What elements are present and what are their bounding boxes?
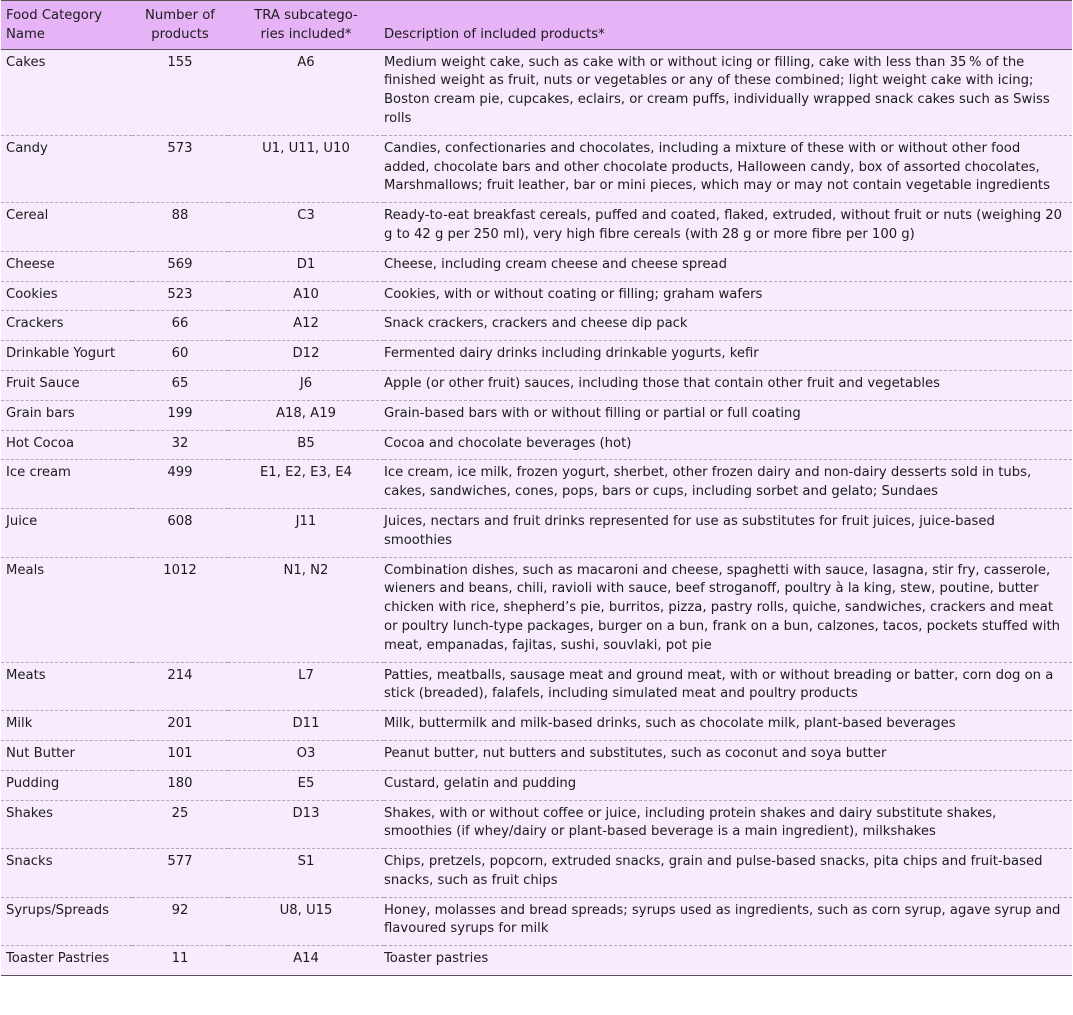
product-count-cell: 199 [132,400,228,430]
table-row [1,203,1072,252]
table-body [1,49,1072,975]
category-cell: Syrups/Spreads [1,897,132,946]
description-cell: Peanut butter, nut butters and substitutes, such as coconut and soya butter [384,740,1072,770]
product-count-cell: 60 [132,341,228,371]
category-cell: Meats [1,662,132,711]
description-cell: Cocoa and chocolate beverages (hot) [384,430,1072,460]
description-cell: Juices, nectars and fruit drinks represented for use as substitutes for fruit juices, juice-based smoothies [384,508,1072,557]
product-count-cell: 88 [132,203,228,252]
tra-subcategory-cell: N1, N2 [228,557,384,662]
table-row [1,251,1072,281]
tra-subcategory-cell: O3 [228,740,384,770]
tra-subcategory-cell: A14 [228,946,384,976]
table-row [1,662,1072,711]
header-description: Description of included products* [384,1,1072,50]
description-cell: Milk, buttermilk and milk-based drinks, such as chocolate milk, plant-based beverages [384,711,1072,741]
description-cell: Snack crackers, crackers and cheese dip pack [384,311,1072,341]
category-cell: Crackers [1,311,132,341]
category-cell: Cookies [1,281,132,311]
category-cell: Cheese [1,251,132,281]
product-count-cell: 92 [132,897,228,946]
product-count-cell: 214 [132,662,228,711]
header-number-of-products: Number of products [132,1,228,50]
product-count-cell: 201 [132,711,228,741]
description-cell: Medium weight cake, such as cake with or without icing or filling, cake with less than 35 % of the finished weight as fruit, nuts or vegetables or any of these combined; light weight cake with icing; Boston cream pie, cupcakes, eclairs, or cream puffs, individually wrapped snack cakes such as Swiss rolls [384,49,1072,135]
description-cell: Patties, meatballs, sausage meat and ground meat, with or without breading or batter, corn dog on a stick (breaded), falafels, including simulated meat and poultry products [384,662,1072,711]
header-food-category-name: Food Category Name [1,1,132,50]
table-row [1,849,1072,898]
product-count-cell: 569 [132,251,228,281]
product-count-cell: 499 [132,460,228,509]
category-cell: Nut Butter [1,740,132,770]
description-cell: Ready-to-eat breakfast cereals, puffed and coated, flaked, extruded, without fruit or nuts (weighing 20 g to 42 g per 250 ml), very high fibre cereals (with 28 g or more fibre per 100 g) [384,203,1072,252]
table-row [1,49,1072,135]
tra-subcategory-cell: S1 [228,849,384,898]
header-tra-subcategories: TRA subcatego- ries included* [228,1,384,50]
table-row [1,281,1072,311]
tra-subcategory-cell: U1, U11, U10 [228,135,384,202]
category-cell: Ice cream [1,460,132,509]
table-row [1,341,1072,371]
product-count-cell: 11 [132,946,228,976]
product-count-cell: 25 [132,800,228,849]
tra-subcategory-cell: C3 [228,203,384,252]
table-row [1,135,1072,202]
product-count-cell: 155 [132,49,228,135]
product-count-cell: 101 [132,740,228,770]
tra-subcategory-cell: A6 [228,49,384,135]
category-cell: Meals [1,557,132,662]
tra-subcategory-cell: A10 [228,281,384,311]
description-cell: Shakes, with or without coffee or juice, including protein shakes and dairy substitute shakes, smoothies (if whey/dairy or plant-based beverage is a main ingredient), milkshakes [384,800,1072,849]
product-count-cell: 65 [132,370,228,400]
table-row [1,400,1072,430]
description-cell: Apple (or other fruit) sauces, including those that contain other fruit and vegetables [384,370,1072,400]
product-count-cell: 180 [132,770,228,800]
category-cell: Pudding [1,770,132,800]
table-row [1,946,1072,976]
description-cell: Ice cream, ice milk, frozen yogurt, sherbet, other frozen dairy and non-dairy desserts sold in tubs, cakes, sandwiches, cones, pops, bars or cups, including sorbet and gelato; Sundaes [384,460,1072,509]
description-cell: Chips, pretzels, popcorn, extruded snacks, grain and pulse-based snacks, pita chips and fruit-based snacks, such as fruit chips [384,849,1072,898]
description-cell: Custard, gelatin and pudding [384,770,1072,800]
description-cell: Combination dishes, such as macaroni and cheese, spaghetti with sauce, lasagna, stir fry, casserole, wieners and beans, chili, ravioli with sauce, beef stroganoff, poultry à la king, stew, poutine, butter chicken with rice, shepherd’s pie, burritos, pizza, pastry rolls, quiche, sandwiches, crackers and meat or poultry lunch-type packages, burger on a bun, frank on a bun, calzones, tacos, pockets stuffed with meat, empanadas, fajitas, sushi, souvlaki, pot pie [384,557,1072,662]
tra-subcategory-cell: B5 [228,430,384,460]
table-row [1,557,1072,662]
description-cell: Honey, molasses and bread spreads; syrups used as ingredients, such as corn syrup, agave syrup and flavoured syrups for milk [384,897,1072,946]
tra-subcategory-cell: E5 [228,770,384,800]
tra-subcategory-cell: J6 [228,370,384,400]
tra-subcategory-cell: D11 [228,711,384,741]
category-cell: Juice [1,508,132,557]
description-cell: Cookies, with or without coating or filling; graham wafers [384,281,1072,311]
description-cell: Candies, confectionaries and chocolates, including a mixture of these with or without other food added, chocolate bars and other chocolate products, Halloween candy, box of assorted chocolates, Marshmallows; fruit leather, bar or mini pieces, which may or may not contain vegetable ingredients [384,135,1072,202]
description-cell: Grain-based bars with or without filling or partial or full coating [384,400,1072,430]
tra-subcategory-cell: A12 [228,311,384,341]
table-row [1,740,1072,770]
category-cell: Drinkable Yogurt [1,341,132,371]
tra-subcategory-cell: E1, E2, E3, E4 [228,460,384,509]
category-cell: Grain bars [1,400,132,430]
tra-subcategory-cell: J11 [228,508,384,557]
header-row [1,1,1072,50]
tra-subcategory-cell: D12 [228,341,384,371]
product-count-cell: 608 [132,508,228,557]
table-row [1,311,1072,341]
category-cell: Cakes [1,49,132,135]
tra-subcategory-cell: L7 [228,662,384,711]
product-count-cell: 523 [132,281,228,311]
tra-subcategory-cell: U8, U15 [228,897,384,946]
category-cell: Milk [1,711,132,741]
table-row [1,800,1072,849]
product-count-cell: 32 [132,430,228,460]
description-cell: Fermented dairy drinks including drinkable yogurts, kefir [384,341,1072,371]
table-row [1,711,1072,741]
table-row [1,508,1072,557]
tra-subcategory-cell: D13 [228,800,384,849]
product-count-cell: 66 [132,311,228,341]
product-count-cell: 577 [132,849,228,898]
table-row [1,770,1072,800]
category-cell: Hot Cocoa [1,430,132,460]
product-count-cell: 573 [132,135,228,202]
product-count-cell: 1012 [132,557,228,662]
tra-subcategory-cell: D1 [228,251,384,281]
tra-subcategory-cell: A18, A19 [228,400,384,430]
category-cell: Snacks [1,849,132,898]
category-cell: Candy [1,135,132,202]
category-cell: Fruit Sauce [1,370,132,400]
description-cell: Cheese, including cream cheese and cheese spread [384,251,1072,281]
category-cell: Toaster Pastries [1,946,132,976]
description-cell: Toaster pastries [384,946,1072,976]
food-category-table [1,0,1072,976]
table-row [1,370,1072,400]
category-cell: Shakes [1,800,132,849]
category-cell: Cereal [1,203,132,252]
table-row [1,460,1072,509]
table-row [1,897,1072,946]
table-row [1,430,1072,460]
